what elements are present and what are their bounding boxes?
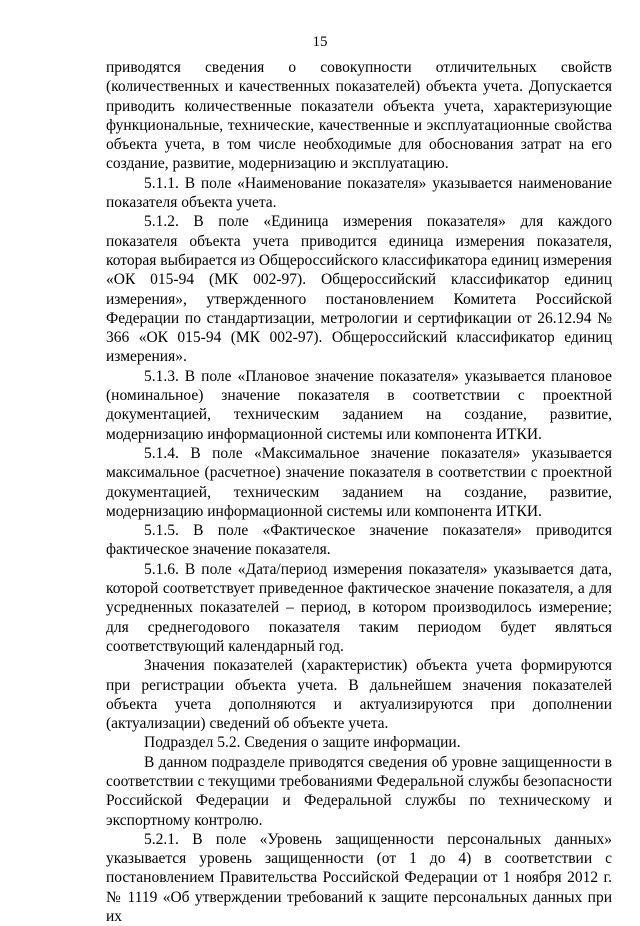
page-number: 15 xyxy=(312,34,328,50)
paragraph-5-1-2: 5.1.2. В поле «Единица измерения показателя» для каждого показателя объекта учета приводится единица измерения показателя, которая выбирается из Общероссийского классификатора единиц измерения «ОК 015-94 (МК 002-97). Общероссийский классификатор единиц измерения», утвержденного постановлением Комитета Российской Федерации по стандартизации, метрологии и сертификации от 26.12.94 № 366 «ОК 015-94 (МК 002-97). Общероссийский классификатор единиц измерения». xyxy=(106,213,612,366)
body-text xyxy=(106,58,612,926)
paragraph-5-1-5: 5.1.5. В поле «Фактическое значение показателя» приводится фактическое значение показателя. xyxy=(106,522,612,559)
paragraph-5-1-4: 5.1.4. В поле «Максимальное значение показателя» указывается максимальное (расчетное) значение показателя в соответствии с проектной документацией, техническим заданием на создание, развитие, модернизацию информационной системы или компонента ИТКИ. xyxy=(106,444,612,520)
subsection-heading-5-2: Подраздел 5.2. Сведения о защите информации. xyxy=(144,734,461,752)
paragraph-5-1-6: 5.1.6. В поле «Дата/период измерения показателя» указывается дата, которой соответствует приведенное фактическое значение показателя, а для усредненных показателей – период, в котором производилось измерение; для среднегодового показателя таким периодом будет являться соответствующий календарный год. xyxy=(106,560,612,655)
paragraph-5-2-1: 5.2.1. В поле «Уровень защищенности персональных данных» указывается уровень защищенности (от 1 до 4) в соответствии с постановлением Правительства Российской Федерации от 1 ноября 2012 г. № 1119 «Об утверждении требований к защите персональных данных при их xyxy=(106,830,612,926)
paragraph-indicator-values: Значения показателей (характеристик) объекта учета формируются при регистрации объекта учета. В дальнейшем значения показателей объекта учета дополняются и актуализируются при дополнении (актуализации) сведений об объекте учета. xyxy=(106,657,612,733)
paragraph-5-1-3: 5.1.3. В поле «Плановое значение показателя» указывается плановое (номинальное) значение показателя в соответствии с проектной документацией, техническим заданием на создание, развитие, модернизацию информационной системы или компонента ИТКИ. xyxy=(106,367,612,443)
paragraph-continued-intro: приводятся сведения о совокупности отличительных свойств (количественных и качественных показателей) объекта учета. Допускается приводить количественные показатели объекта учета, характеризующие функциональные, технические, качественные и эксплуатационные свойства объекта учета, в том числе необходимые для обоснования затрат на его создание, развитие, модернизацию и эксплуатацию. xyxy=(106,59,612,173)
paragraph-5-1-1: 5.1.1. В поле «Наименование показателя» указывается наименование показателя объекта учета. xyxy=(106,174,612,212)
paragraph-protection-level-intro: В данном подразделе приводятся сведения об уровне защищенности в соответствии с текущими требованиями Федеральной службы безопасности Российской Федерации и Федеральной службы по техническому и экспортному контролю. xyxy=(106,753,612,829)
